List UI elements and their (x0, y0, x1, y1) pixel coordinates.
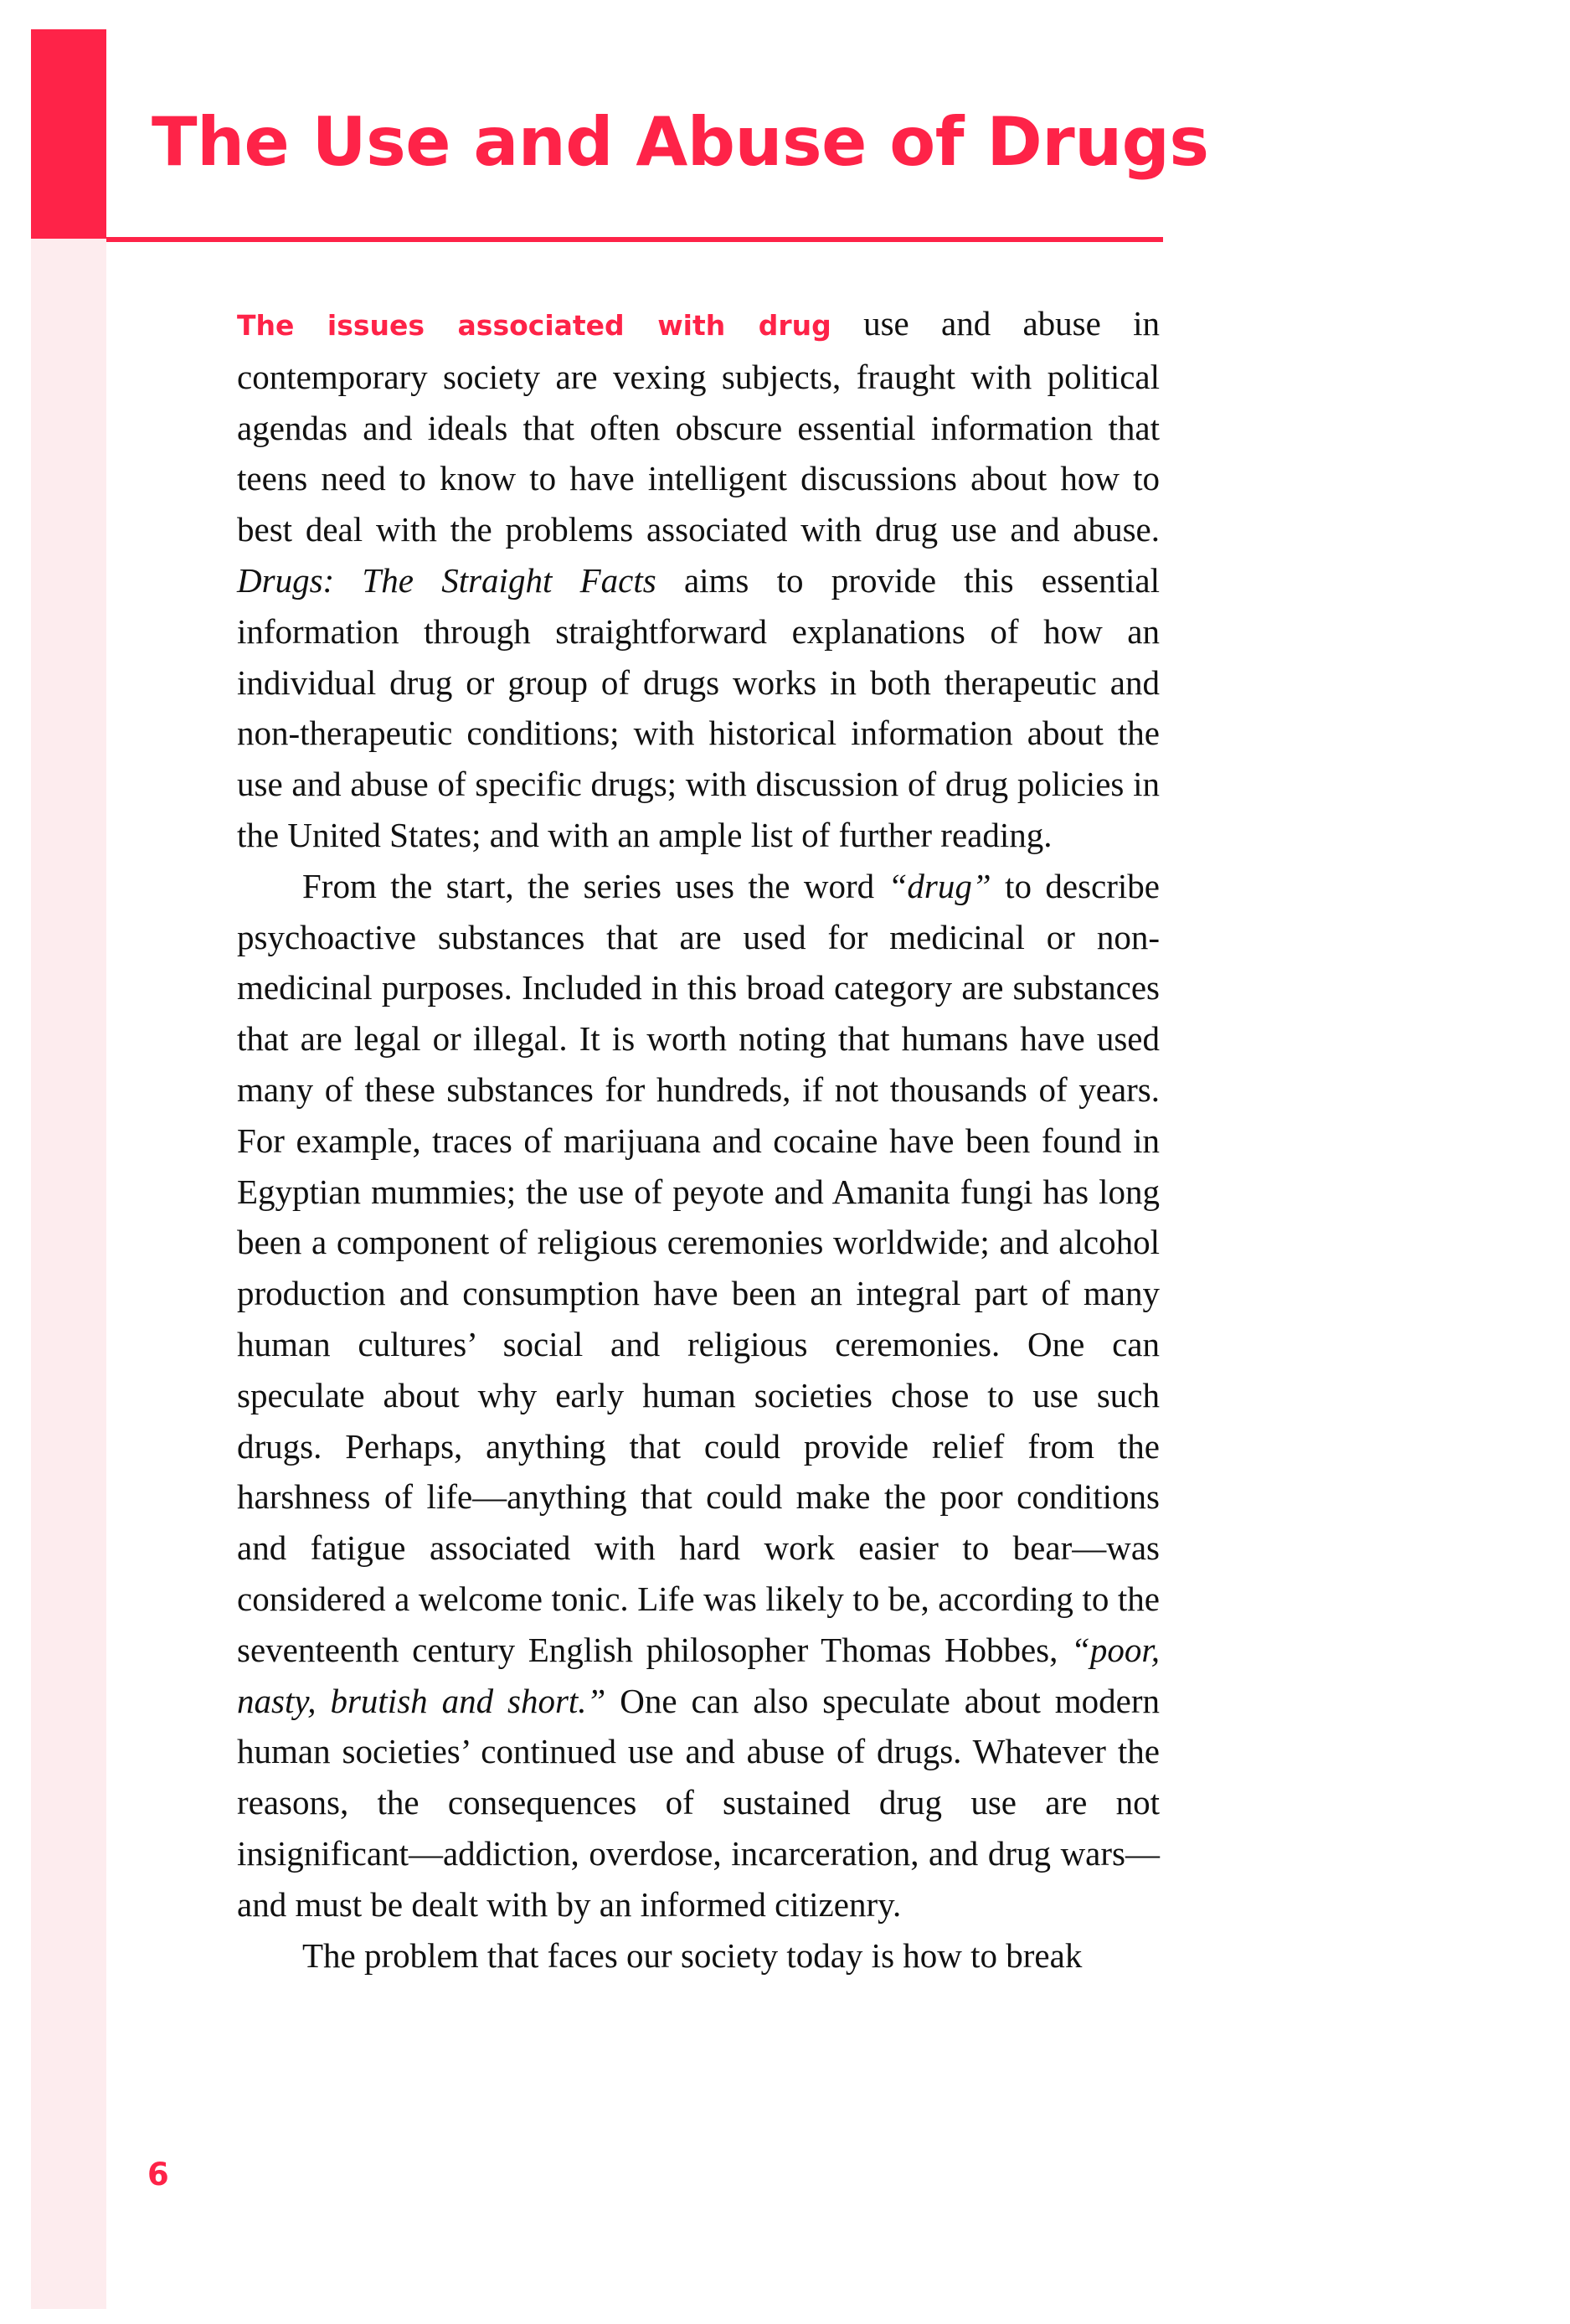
paragraph-2-text-1: From the start, the series uses the word (302, 866, 888, 905)
paragraph-1-text-2: aims to provide this essential information through straightforward explanations of how an individual drug or group of drugs works in both therapeutic and non-therapeutic conditions; with historical information about the use and abuse of specific drugs; with discussion of drug policies in the United States; and with an ample list of further reading. (237, 560, 1160, 854)
paragraph-2-text-2: to describe psychoactive substances that are used for medicinal or non-medicinal purposes. Included in this broad category are substances that are legal or illegal. It is worth noting that humans have used many of these substances for hundreds, if not thousands of years. For example, traces of marijuana and cocaine have been found in Egyptian mummies; the use of peyote and Amanita fungi has long been a component of religious ceremonies worldwide; and alcohol production and consumption have been an integral part of many human cultures’ social and religious ceremonies. One can speculate about why early human societies chose to use such drugs. Perhaps, anything that could provide relief from the harshness of life—anything that could make the poor conditions and fatigue associated with hard work easier to bear—was considered a welcome tonic. Life was likely to be, according to the seventeenth century English philosopher Thomas Hobbes, (237, 866, 1160, 1669)
body-text (237, 298, 1160, 1981)
paragraph-3-text-1: The problem that faces our society today is how to break (302, 1935, 1083, 1975)
hobbes-quote: “poor, nasty, brutish and short.” (237, 1630, 1160, 1720)
paragraph-2 (237, 861, 1160, 1930)
paragraph-3 (237, 1930, 1160, 1981)
chapter-accent-block (31, 29, 106, 239)
paragraph-1-text-1: use and abuse in contemporary society are vexing subjects, fraught with political agendas and ideals that often obscure essential information that teens need to know to have intelligent discussions about how to best deal with the problems associated with drug use and abuse. (237, 304, 1160, 549)
paragraph-1 (237, 298, 1160, 861)
term-drug: “drug” (888, 866, 991, 905)
lead-in: The issues associated with drug (237, 309, 831, 342)
paragraph-2-text-3: One can also speculate about modern human societies’ continued use and abuse of drugs. Whatever the reasons, the consequences of sustained drug use are not insignificant—addiction, overdose, incarceration, and drug wars—and must be dealt with by an informed citizenry. (237, 1681, 1160, 1924)
page-number: 6 (147, 2157, 169, 2193)
chapter-title: The Use and Abuse of Drugs (152, 103, 1209, 181)
side-band (31, 29, 106, 2309)
title-rule (106, 237, 1163, 242)
book-title: Drugs: The Straight Facts (237, 560, 656, 600)
